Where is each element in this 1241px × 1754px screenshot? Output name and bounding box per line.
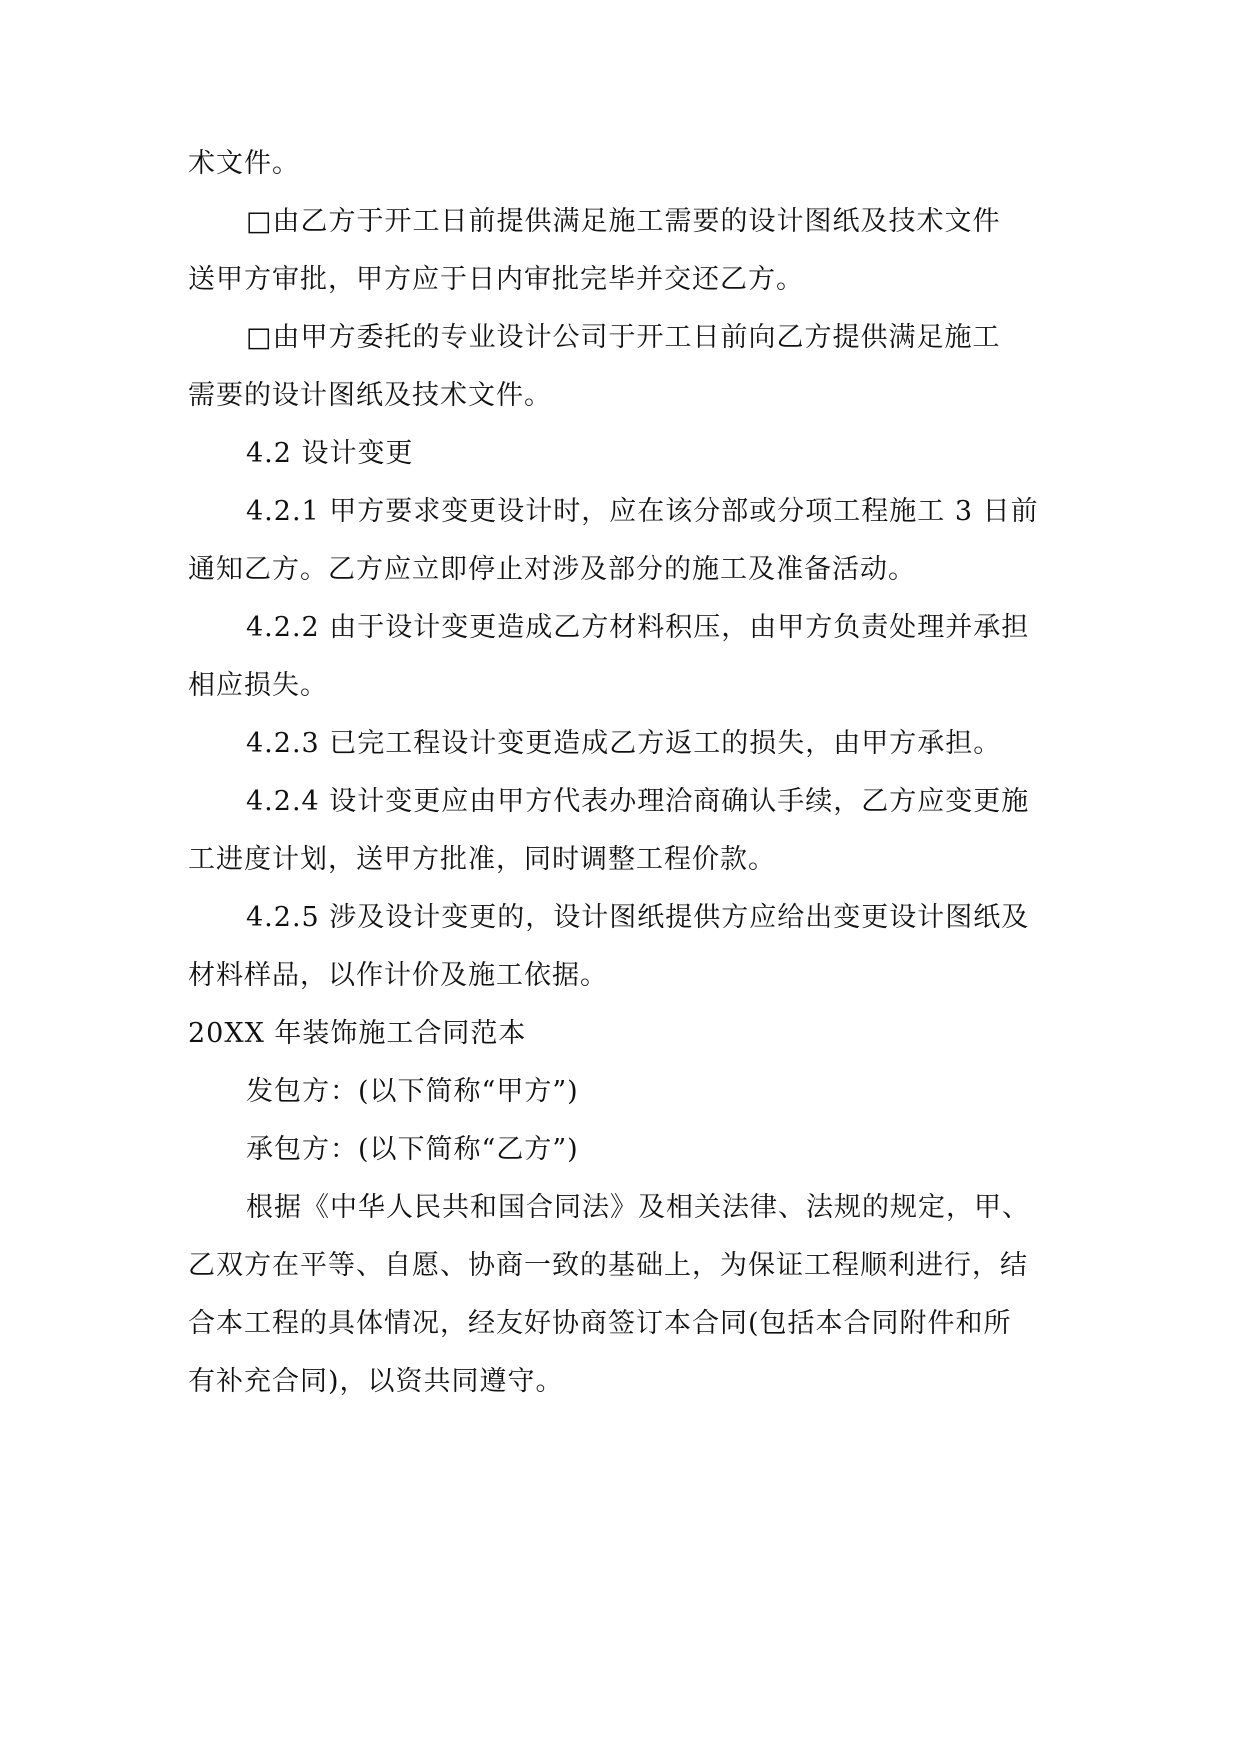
paragraph-line: 根据《中华人民共和国合同法》及相关法律、法规的规定，甲、 xyxy=(246,1192,1030,1223)
paragraph-line: 乙双方在平等、自愿、协商一致的基础上，为保证工程顺利进行，结 xyxy=(188,1250,1028,1281)
party-b-line: 承包方：(以下简称“乙方”) xyxy=(246,1134,579,1165)
paragraph-line: 术文件。 xyxy=(188,148,300,179)
paragraph-line: 有补充合同)，以资共同遵守。 xyxy=(188,1366,564,1397)
paragraph-line: 需要的设计图纸及技术文件。 xyxy=(188,380,552,411)
paragraph-line: 材料样品，以作计价及施工依据。 xyxy=(188,960,608,991)
paragraph-line: □由乙方于开工日前提供满足施工需要的设计图纸及技术文件 xyxy=(246,206,1001,237)
paragraph-line: 4.2.5 涉及设计变更的，设计图纸提供方应给出变更设计图纸及 xyxy=(246,902,1030,933)
paragraph-line: 4.2.2 由于设计变更造成乙方材料积压，由甲方负责处理并承担 xyxy=(246,612,1030,643)
party-a-line: 发包方：(以下简称“甲方”) xyxy=(246,1076,579,1107)
paragraph-line: 4.2.3 已完工程设计变更造成乙方返工的损失，由甲方承担。 xyxy=(246,728,1002,759)
section-heading: 4.2 设计变更 xyxy=(246,438,414,469)
paragraph-line: 4.2.4 设计变更应由甲方代表办理洽商确认手续，乙方应变更施 xyxy=(246,786,1030,817)
paragraph-line: 相应损失。 xyxy=(188,670,328,701)
paragraph-line: 合本工程的具体情况，经友好协商签订本合同(包括本合同附件和所 xyxy=(188,1308,1012,1339)
paragraph-line: 通知乙方。乙方应立即停止对涉及部分的施工及准备活动。 xyxy=(188,554,916,585)
paragraph-line: 送甲方审批，甲方应于日内审批完毕并交还乙方。 xyxy=(188,264,804,295)
document-title: 20XX 年装饰施工合同范本 xyxy=(188,1018,527,1049)
paragraph-line: □由甲方委托的专业设计公司于开工日前向乙方提供满足施工 xyxy=(246,322,1001,353)
paragraph-line: 工进度计划，送甲方批准，同时调整工程价款。 xyxy=(188,844,776,875)
paragraph-line: 4.2.1 甲方要求变更设计时，应在该分部或分项工程施工 3 日前 xyxy=(246,496,1039,527)
